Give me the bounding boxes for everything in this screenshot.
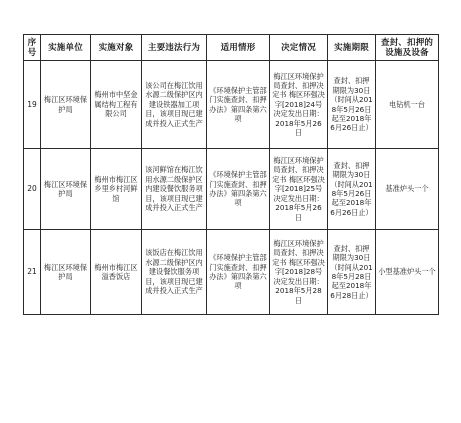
cell-seq: 19 [24,61,41,149]
header-decision: 决定情况 [270,35,328,61]
table-row [24,230,439,315]
cell-target: 梅州市梅江区溢香饭店 [91,230,142,315]
cell-seq: 20 [24,149,41,230]
cell-period: 查封、扣押期限为30日（时间从2018年5月26日起至2018年6月26日止） [328,61,376,149]
cell-unit: 梅江区环境保护局 [41,230,91,315]
header-unit: 实施单位 [41,35,91,61]
cell-basis: 《环境保护主管部门实施查封、扣押办法》第四条第六项 [207,149,270,230]
cell-equipment: 小型基准炉头一个 [376,230,439,315]
cell-period: 查封、扣押期限为30日（时间从2018年5月28日起至2018年6月28日止） [328,230,376,315]
header-row [24,35,439,61]
cell-decision: 梅江区环境保护局查封、扣押决定书 梅区环强决字[2018]25号 决定发出日期：2018年5月26日 [270,149,328,230]
cell-unit: 梅江区环境保护局 [41,61,91,149]
header-period: 实施期限 [328,35,376,61]
cell-target: 梅州市梅江区乡里乡村河鲜馆 [91,149,142,230]
cell-equipment: 基准炉头一个 [376,149,439,230]
enforcement-table [23,34,439,315]
header-violation: 主要违法行为 [142,35,207,61]
cell-equipment: 电钻机一台 [376,61,439,149]
cell-violation: 该公司在梅江饮用水源二级保护区内建设铁器加工项目，该项目现已建成并投入正式生产 [142,61,207,149]
cell-period: 查封、扣押期限为30日（时间从2018年5月26日起至2018年6月26日止） [328,149,376,230]
cell-basis: 《环境保护主管部门实施查封、扣押办法》第四条第六项 [207,230,270,315]
header-equipment: 查封、扣押的设施及设备 [376,35,439,61]
table-row [24,61,439,149]
cell-decision: 梅江区环境保护局查封、扣押决定书 梅区环强决字[2018]24号 决定发出日期：2018年5月26日 [270,61,328,149]
cell-decision: 梅江区环境保护局查封、扣押决定书 梅区环强决字[2018]28号 决定发出日期：2018年5月28日 [270,230,328,315]
cell-seq: 21 [24,230,41,315]
table-row [24,149,439,230]
cell-basis: 《环境保护主管部门实施查封、扣押办法》第四条第六项 [207,61,270,149]
header-target: 实施对象 [91,35,142,61]
cell-unit: 梅江区环境保护局 [41,149,91,230]
header-seq: 序号 [24,35,41,61]
cell-target: 梅州市中坚金属结构工程有限公司 [91,61,142,149]
cell-violation: 该河鲜馆在梅江饮用水源二级保护区内建设餐饮服务项目，该项目现已建成并投入正式生产 [142,149,207,230]
header-basis: 适用情形 [207,35,270,61]
cell-violation: 该饭店在梅江饮用水源二级保护区内建设餐饮服务项目，该项目现已建成并投入正式生产 [142,230,207,315]
